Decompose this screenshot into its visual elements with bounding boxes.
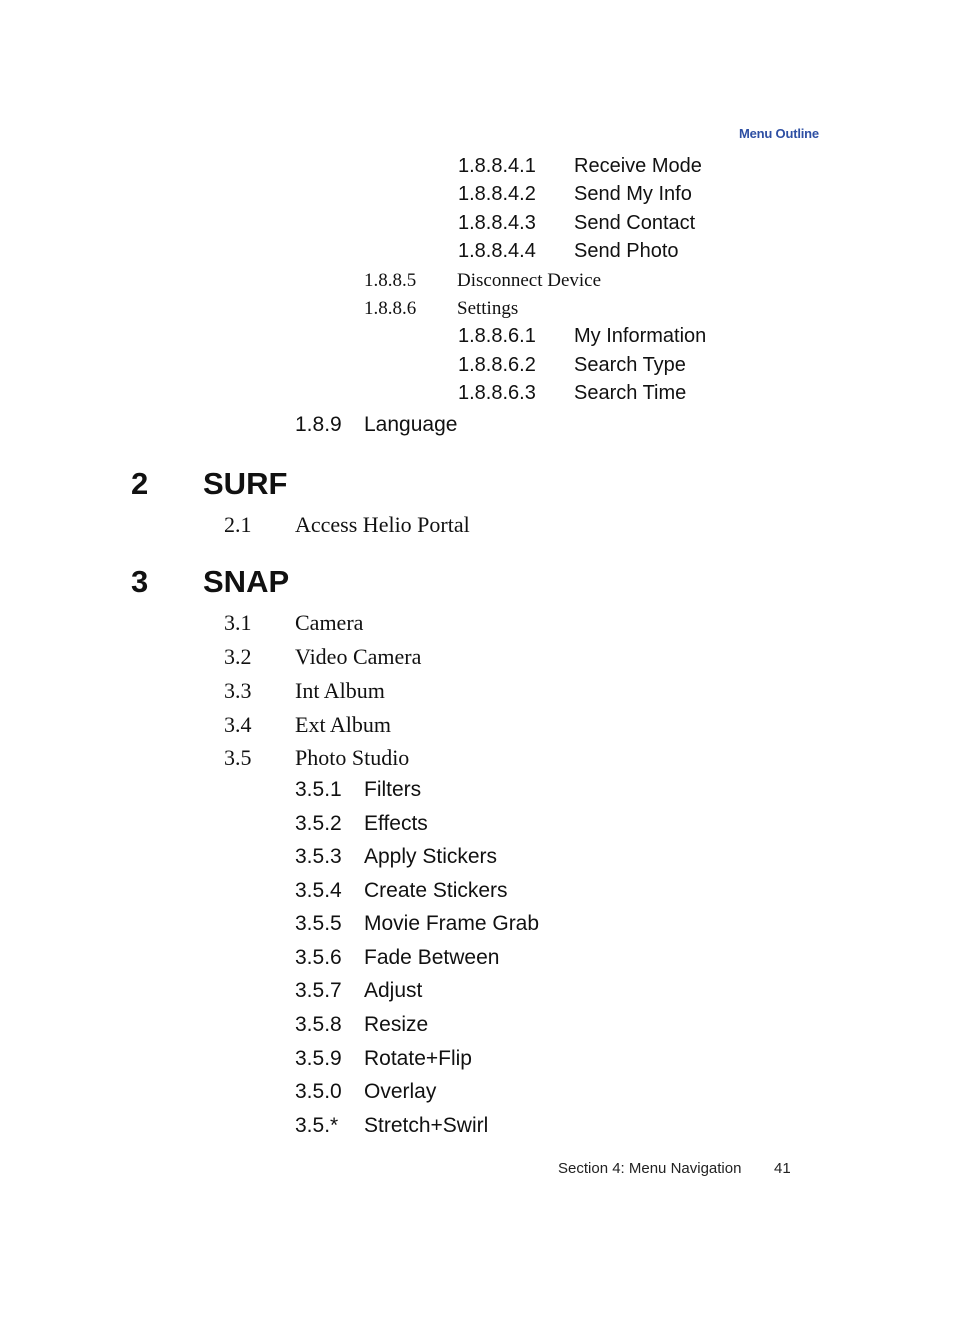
menu-number: 1.8.8.4.2 xyxy=(458,183,536,205)
footer-section: Section 4: Menu Navigation xyxy=(558,1160,742,1177)
menu-number: 1.8.8.6.3 xyxy=(458,382,536,404)
menu-label: Ext Album xyxy=(295,712,391,737)
menu-number: 3.3 xyxy=(224,678,252,703)
menu-label: Resize xyxy=(364,1013,429,1036)
menu-label: Overlay xyxy=(364,1080,437,1103)
menu-number: 1.8.8.6.2 xyxy=(458,354,536,376)
menu-number: 3.5.9 xyxy=(295,1047,342,1070)
menu-label: Filters xyxy=(364,778,422,801)
menu-number: 3.5.0 xyxy=(295,1080,342,1103)
section-number: 2 xyxy=(131,466,149,501)
menu-label: Int Album xyxy=(295,678,385,703)
menu-label: Access Helio Portal xyxy=(295,512,470,537)
menu-label: Search Type xyxy=(574,354,686,376)
menu-label: Disconnect Device xyxy=(457,270,602,291)
menu-number: 3.5.4 xyxy=(295,879,342,902)
menu-number: 1.8.8.6.1 xyxy=(458,325,536,347)
menu-number: 1.8.8.4.3 xyxy=(458,212,536,234)
menu-label: Receive Mode xyxy=(574,155,702,177)
menu-number: 3.5.1 xyxy=(295,778,342,801)
menu-number: 1.8.8.6 xyxy=(364,298,417,319)
menu-label: Fade Between xyxy=(364,946,500,969)
menu-label: Create Stickers xyxy=(364,879,508,902)
menu-number: 3.5.3 xyxy=(295,845,342,868)
menu-number: 2.1 xyxy=(224,512,252,537)
menu-number: 3.4 xyxy=(224,712,252,737)
menu-number: 3.2 xyxy=(224,644,252,669)
menu-label: Photo Studio xyxy=(295,745,410,770)
menu-number: 3.5.* xyxy=(295,1114,339,1137)
menu-label: Language xyxy=(364,413,458,436)
menu-label: Effects xyxy=(364,812,428,835)
page-number: 41 xyxy=(774,1160,791,1177)
menu-number: 3.5.5 xyxy=(295,912,342,935)
menu-label: Apply Stickers xyxy=(364,845,498,868)
menu-number: 3.5.6 xyxy=(295,946,342,969)
menu-number: 3.5.8 xyxy=(295,1013,342,1036)
menu-label: Search Time xyxy=(574,382,687,404)
menu-label: Rotate+Flip xyxy=(364,1047,472,1070)
menu-label: Camera xyxy=(295,610,364,635)
menu-label: Send Contact xyxy=(574,212,696,234)
menu-number: 3.5.7 xyxy=(295,979,342,1002)
menu-number: 1.8.8.5 xyxy=(364,270,417,291)
menu-label: My Information xyxy=(574,325,707,347)
menu-label: Settings xyxy=(457,298,519,319)
menu-label: Send My Info xyxy=(574,183,692,205)
menu-label: Stretch+Swirl xyxy=(364,1114,489,1137)
menu-number: 3.5 xyxy=(224,745,252,770)
menu-number: 1.8.8.4.4 xyxy=(458,240,536,262)
menu-number: 1.8.8.4.1 xyxy=(458,155,536,177)
menu-number: 3.1 xyxy=(224,610,252,635)
menu-label: Adjust xyxy=(364,979,423,1002)
section-number: 3 xyxy=(131,564,149,599)
menu-label: Movie Frame Grab xyxy=(364,912,540,935)
running-header: Menu Outline xyxy=(739,126,819,141)
section-title: SNAP xyxy=(203,564,290,599)
menu-label: Video Camera xyxy=(295,644,422,669)
menu-label: Send Photo xyxy=(574,240,679,262)
section-title: SURF xyxy=(203,466,288,501)
menu-number: 1.8.9 xyxy=(295,413,342,436)
menu-number: 3.5.2 xyxy=(295,812,342,835)
